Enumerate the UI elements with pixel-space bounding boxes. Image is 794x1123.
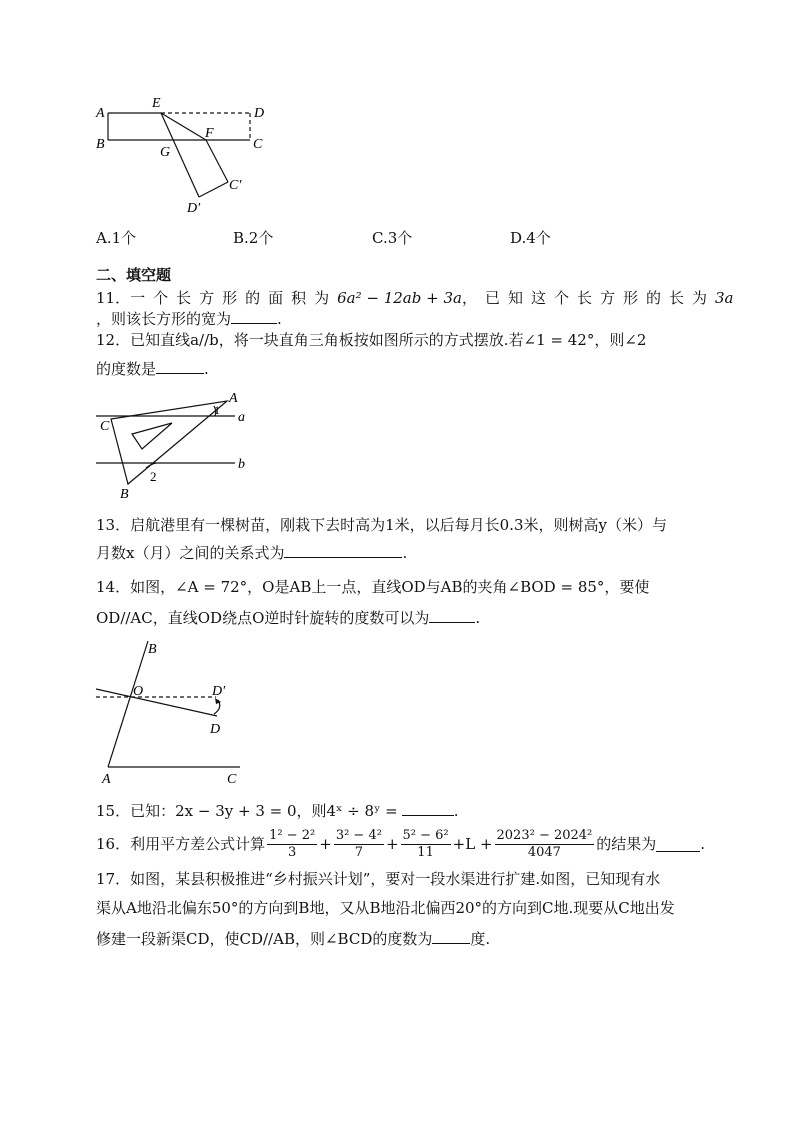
option-c: C.3个 xyxy=(372,229,413,247)
label-D: D xyxy=(254,106,265,121)
label-C: C xyxy=(253,137,263,152)
q15: 15．已知：2x − 3y + 3 = 0，则4ˣ ÷ 8ʸ = . xyxy=(96,802,459,820)
label-C: C xyxy=(227,772,237,786)
q13-line2: 月数x（月）之间的关系式为 . xyxy=(96,544,408,562)
label-angle-1: 1 xyxy=(214,403,220,417)
q17-line1: 17．如图，某县积极推进“乡村振兴计划”，要对一段水渠进行扩建.如图，已知现有水 xyxy=(96,870,661,888)
q15-answer-blank[interactable] xyxy=(402,800,454,816)
q16-fraction-2: $\frac{\text{3² − 4²}}{7}$ xyxy=(335,827,382,860)
outer-triangle xyxy=(111,401,227,484)
label-a: a xyxy=(238,410,245,425)
segment-FC-prime xyxy=(206,140,228,182)
q12-line1: 12．已知直线a//b，将一块直角三角板按如图所示的方式摆放.若∠1 = 42°，则∠2 xyxy=(96,331,647,349)
label-D-prime: D′ xyxy=(212,684,226,699)
rotation-figure xyxy=(90,636,250,786)
section-title: 二、填空题 xyxy=(96,266,172,284)
q16-fraction-4: $\frac{\text{2023² − 2024²}}{4047}$ xyxy=(496,827,593,860)
label-A: A xyxy=(102,772,111,786)
q11-answer-blank[interactable] xyxy=(231,308,277,324)
q16: 16． 利用平方差公式计算 $\frac{\text{1² − 2²}}{3}$ + $\frac{\text{3² − 4²}}{7}$ + $\frac{\text{5² − 6²}}{11}$ +L + $\frac{\text{2023² − 2024²}}{4047}$ 的结果为 . xyxy=(96,827,706,860)
q11-line2: ，则该长方形的宽为 . xyxy=(96,310,282,328)
q16-answer-blank[interactable] xyxy=(656,836,700,852)
q12-answer-blank[interactable] xyxy=(156,358,204,374)
label-F: F xyxy=(205,126,214,141)
label-angle-2: 2 xyxy=(150,469,157,484)
q17-line3: 修建一段新渠CD，使CD//AB，则∠BCD的度数为 度. xyxy=(96,930,491,948)
triangle-parallel-lines-figure xyxy=(90,388,260,503)
label-O: O xyxy=(133,684,144,699)
folded-rectangle-figure xyxy=(88,92,278,217)
inner-triangle xyxy=(132,423,172,449)
label-B: B xyxy=(120,487,129,502)
q13-line1: 13．启航港里有一棵树苗，刚栽下去时高为1米，以后每月长0.3米，则树高y（米）与 xyxy=(96,516,667,534)
q17-answer-blank[interactable] xyxy=(432,928,470,944)
label-b: b xyxy=(238,457,245,472)
line-OD xyxy=(96,689,217,716)
label-G: G xyxy=(160,145,171,160)
label-B: B xyxy=(96,137,105,152)
q16-fraction-1: $\frac{\text{1² − 2²}}{3}$ xyxy=(269,827,316,860)
label-A: A xyxy=(229,391,238,406)
label-D: D xyxy=(210,722,221,737)
label-D-prime: D′ xyxy=(187,201,201,216)
q14-line2: OD//AC，直线OD绕点O逆时针旋转的度数可以为 . xyxy=(96,609,481,627)
label-A: A xyxy=(96,106,105,121)
q11-line1: 11． 一个长方形的面积为 6a² − 12ab + 3a ，已知这个长方形的长为 3a xyxy=(96,289,734,307)
q14-line1: 14．如图，∠A = 72°，O是AB上一点，直线OD与AB的夹角∠BOD = 85°，要使 xyxy=(96,578,650,596)
option-a: A.1个 xyxy=(96,229,137,247)
label-B: B xyxy=(148,642,157,657)
q16-fraction-3: $\frac{\text{5² − 6²}}{11}$ xyxy=(402,827,449,860)
q13-answer-blank[interactable] xyxy=(284,542,402,558)
segment-C-prime-D-prime xyxy=(199,182,228,197)
q17-line2: 渠从A地沿北偏东50°的方向到B地，又从B地沿北偏西20°的方向到C地.现要从C地出发 xyxy=(96,899,675,917)
q14-answer-blank[interactable] xyxy=(429,607,475,623)
q12-line2: 的度数是 . xyxy=(96,360,209,378)
label-C: C xyxy=(100,419,110,434)
label-E: E xyxy=(152,96,161,111)
label-C-prime: C′ xyxy=(229,178,242,193)
option-b: B.2个 xyxy=(233,229,274,247)
line-AB xyxy=(108,641,148,767)
option-d: D.4个 xyxy=(510,229,551,247)
